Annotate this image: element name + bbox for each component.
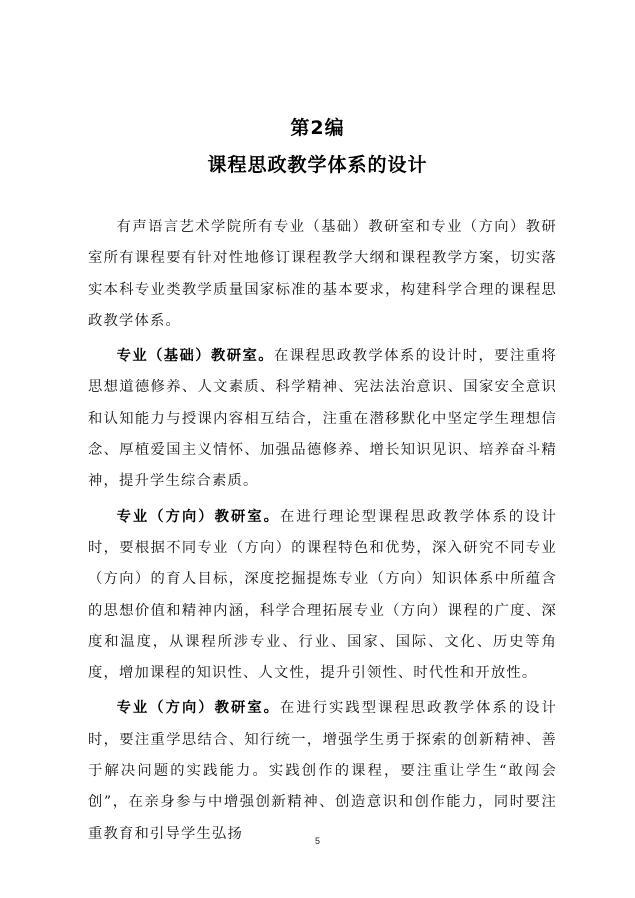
paragraph-text: 有声语言艺术学院所有专业（基础）教研室和专业（方向）教研室所有课程要有针对性地修订课程教学大纲和课程教学方案，切实落实本科专业类教学质量国家标准的基本要求，构建科学合理的课程思政教学体系。 [88,219,557,329]
paragraph-theory-office [88,502,557,690]
paragraph-lead: 专业（方向）教研室。 [116,508,281,525]
document-body [88,212,557,854]
paragraph-text: 在进行实践型课程思政教学体系的设计时，要注重学思结合、知行统一，增强学生勇于探索的创新精神、善于解决问题的实践能力。实践创作的课程，要注重让学生“敢闯会创”，在亲身参与中增强创新精神、创造意识和创作能力，同时要注重教育和引导学生弘扬 [88,700,558,842]
paragraph-basic-office [88,341,557,497]
paragraph-practice-office [88,693,557,849]
section-title: 课程思政教学体系的设计 [207,154,428,176]
paragraph-intro [88,212,557,337]
paragraph-lead: 专业（方向）教研室。 [116,700,281,717]
paragraph-text: 在进行理论型课程思政教学体系的设计时，要根据不同专业（方向）的课程特色和优势，深入研究不同专业（方向）的育人目标，深度挖掘提炼专业（方向）知识体系中所蕴含的思想价值和精神内涵，科学合理拓展专业（方向）课程的广度、深度和温度，从课程所涉专业、行业、国家、国际、文化、历史等角度，增加课程的知识性、人文性，提升引领性、时代性和开放性。 [88,508,558,682]
paragraph-text: 在课程思政教学体系的设计时，要注重将思想道德修养、人文素质、科学精神、宪法法治意识、国家安全意识和认知能力与授课内容相互结合，注重在潜移默化中坚定学生理想信念、厚植爱国主义情怀、加强品德修养、增长知识见识、培养奋斗精神，提升学生综合素质。 [88,348,557,490]
paragraph-lead: 专业（基础）教研室。 [116,348,274,365]
page-number: 5 [314,836,320,846]
chapter-title: 第2编 [290,117,345,139]
